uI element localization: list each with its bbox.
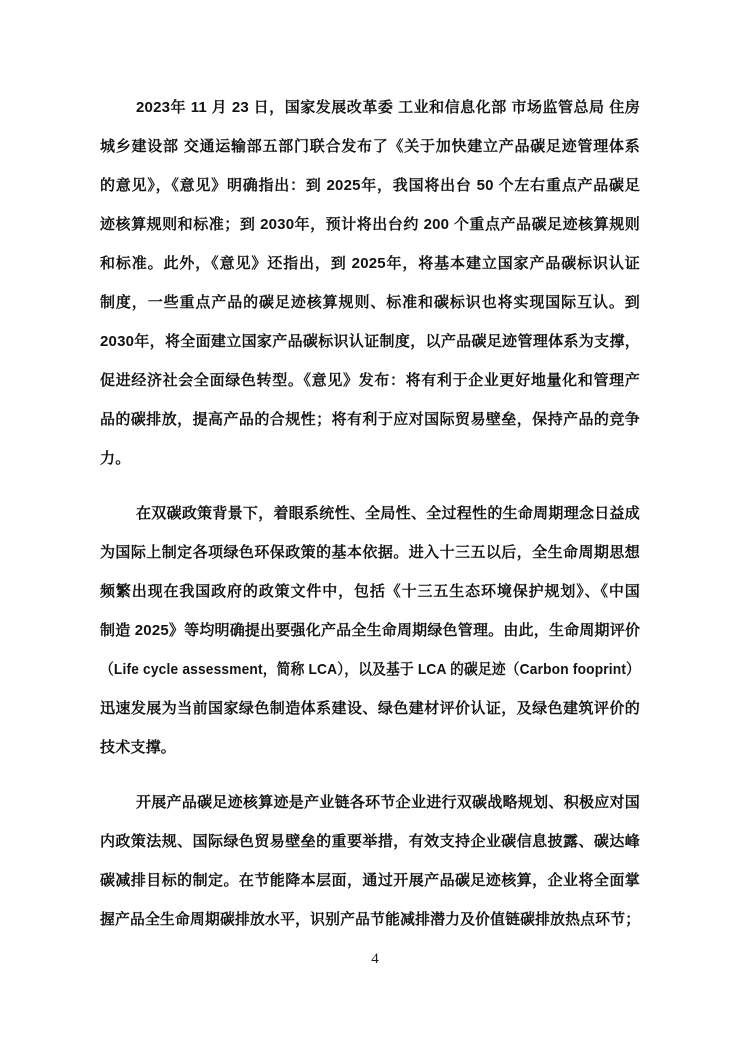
text-line: 城乡建设部 交通运输部五部门联合发布了《关于加快建立产品碳足迹管理体系	[100, 138, 640, 155]
text-line: 技术支撑。	[100, 739, 177, 756]
text-line: 内政策法规、国际绿色贸易壁垒的重要举措，有效支持企业碳信息披露、碳达峰	[100, 833, 640, 850]
paragraph	[100, 783, 640, 939]
text-line: 品的碳排放，提高产品的合规性；将有利于应对国际贸易壁垒，保持产品的竞争	[100, 411, 640, 428]
text-line: 力。	[100, 450, 131, 467]
page-number: 4	[371, 951, 379, 967]
paragraph	[100, 494, 640, 767]
text-line: 碳减排目标的制定。在节能降本层面，通过开展产品碳足迹核算，企业将全面掌	[100, 872, 640, 889]
text-line: 2030年，将全面建立国家产品碳标识认证制度，以产品碳足迹管理体系为支撑，	[100, 333, 640, 350]
paragraph	[100, 88, 640, 478]
text-line: 制度，一些重点产品的碳足迹核算规则、标准和碳标识也将实现国际互认。到	[100, 294, 640, 311]
text-line: 为国际上制定各项绿色环保政策的基本依据。进入十三五以后，全生命周期思想	[100, 544, 640, 561]
text-line: 的意见》，《意见》明确指出：到 2025年，我国将出台 50 个左右重点产品碳足	[100, 177, 640, 194]
text-line: 迅速发展为当前国家绿色制造体系建设、绿色建材评价认证，及绿色建筑评价的	[100, 700, 640, 717]
text-line: 频繁出现在我国政府的政策文件中，包括《十三五生态环境保护规划》、《中国	[100, 583, 640, 600]
text-line: 在双碳政策背景下，着眼系统性、全局性、全过程性的生命周期理念日益成	[136, 505, 640, 522]
text-line: 和标准。此外，《意见》还指出，到 2025年，将基本建立国家产品碳标识认证	[100, 255, 640, 272]
text-line: 制造 2025》等均明确提出要强化产品全生命周期绿色管理。由此，生命周期评价	[100, 622, 641, 639]
text-line: 2023年 11 月 23 日，国家发展改革委 工业和信息化部 市场监管总局 住房	[136, 99, 640, 116]
text-line: 握产品全生命周期碳排放水平，识别产品节能减排潜力及价值链碳排放热点环节；	[100, 911, 641, 928]
document-body	[100, 88, 640, 955]
text-line: 促进经济社会全面绿色转型。《意见》发布：将有利于企业更好地量化和管理产	[100, 372, 640, 389]
text-line: 开展产品碳足迹核算迹是产业链各环节企业进行双碳战略规划、积极应对国	[136, 794, 640, 811]
text-line: （Life cycle assessment，简称 LCA），以及基于 LCA 的碳足迹（Carbon fooprint）	[100, 661, 641, 678]
page-footer	[0, 946, 750, 972]
text-line: 迹核算规则和标准；到 2030年，预计将出台约 200 个重点产品碳足迹核算规则	[100, 216, 640, 233]
